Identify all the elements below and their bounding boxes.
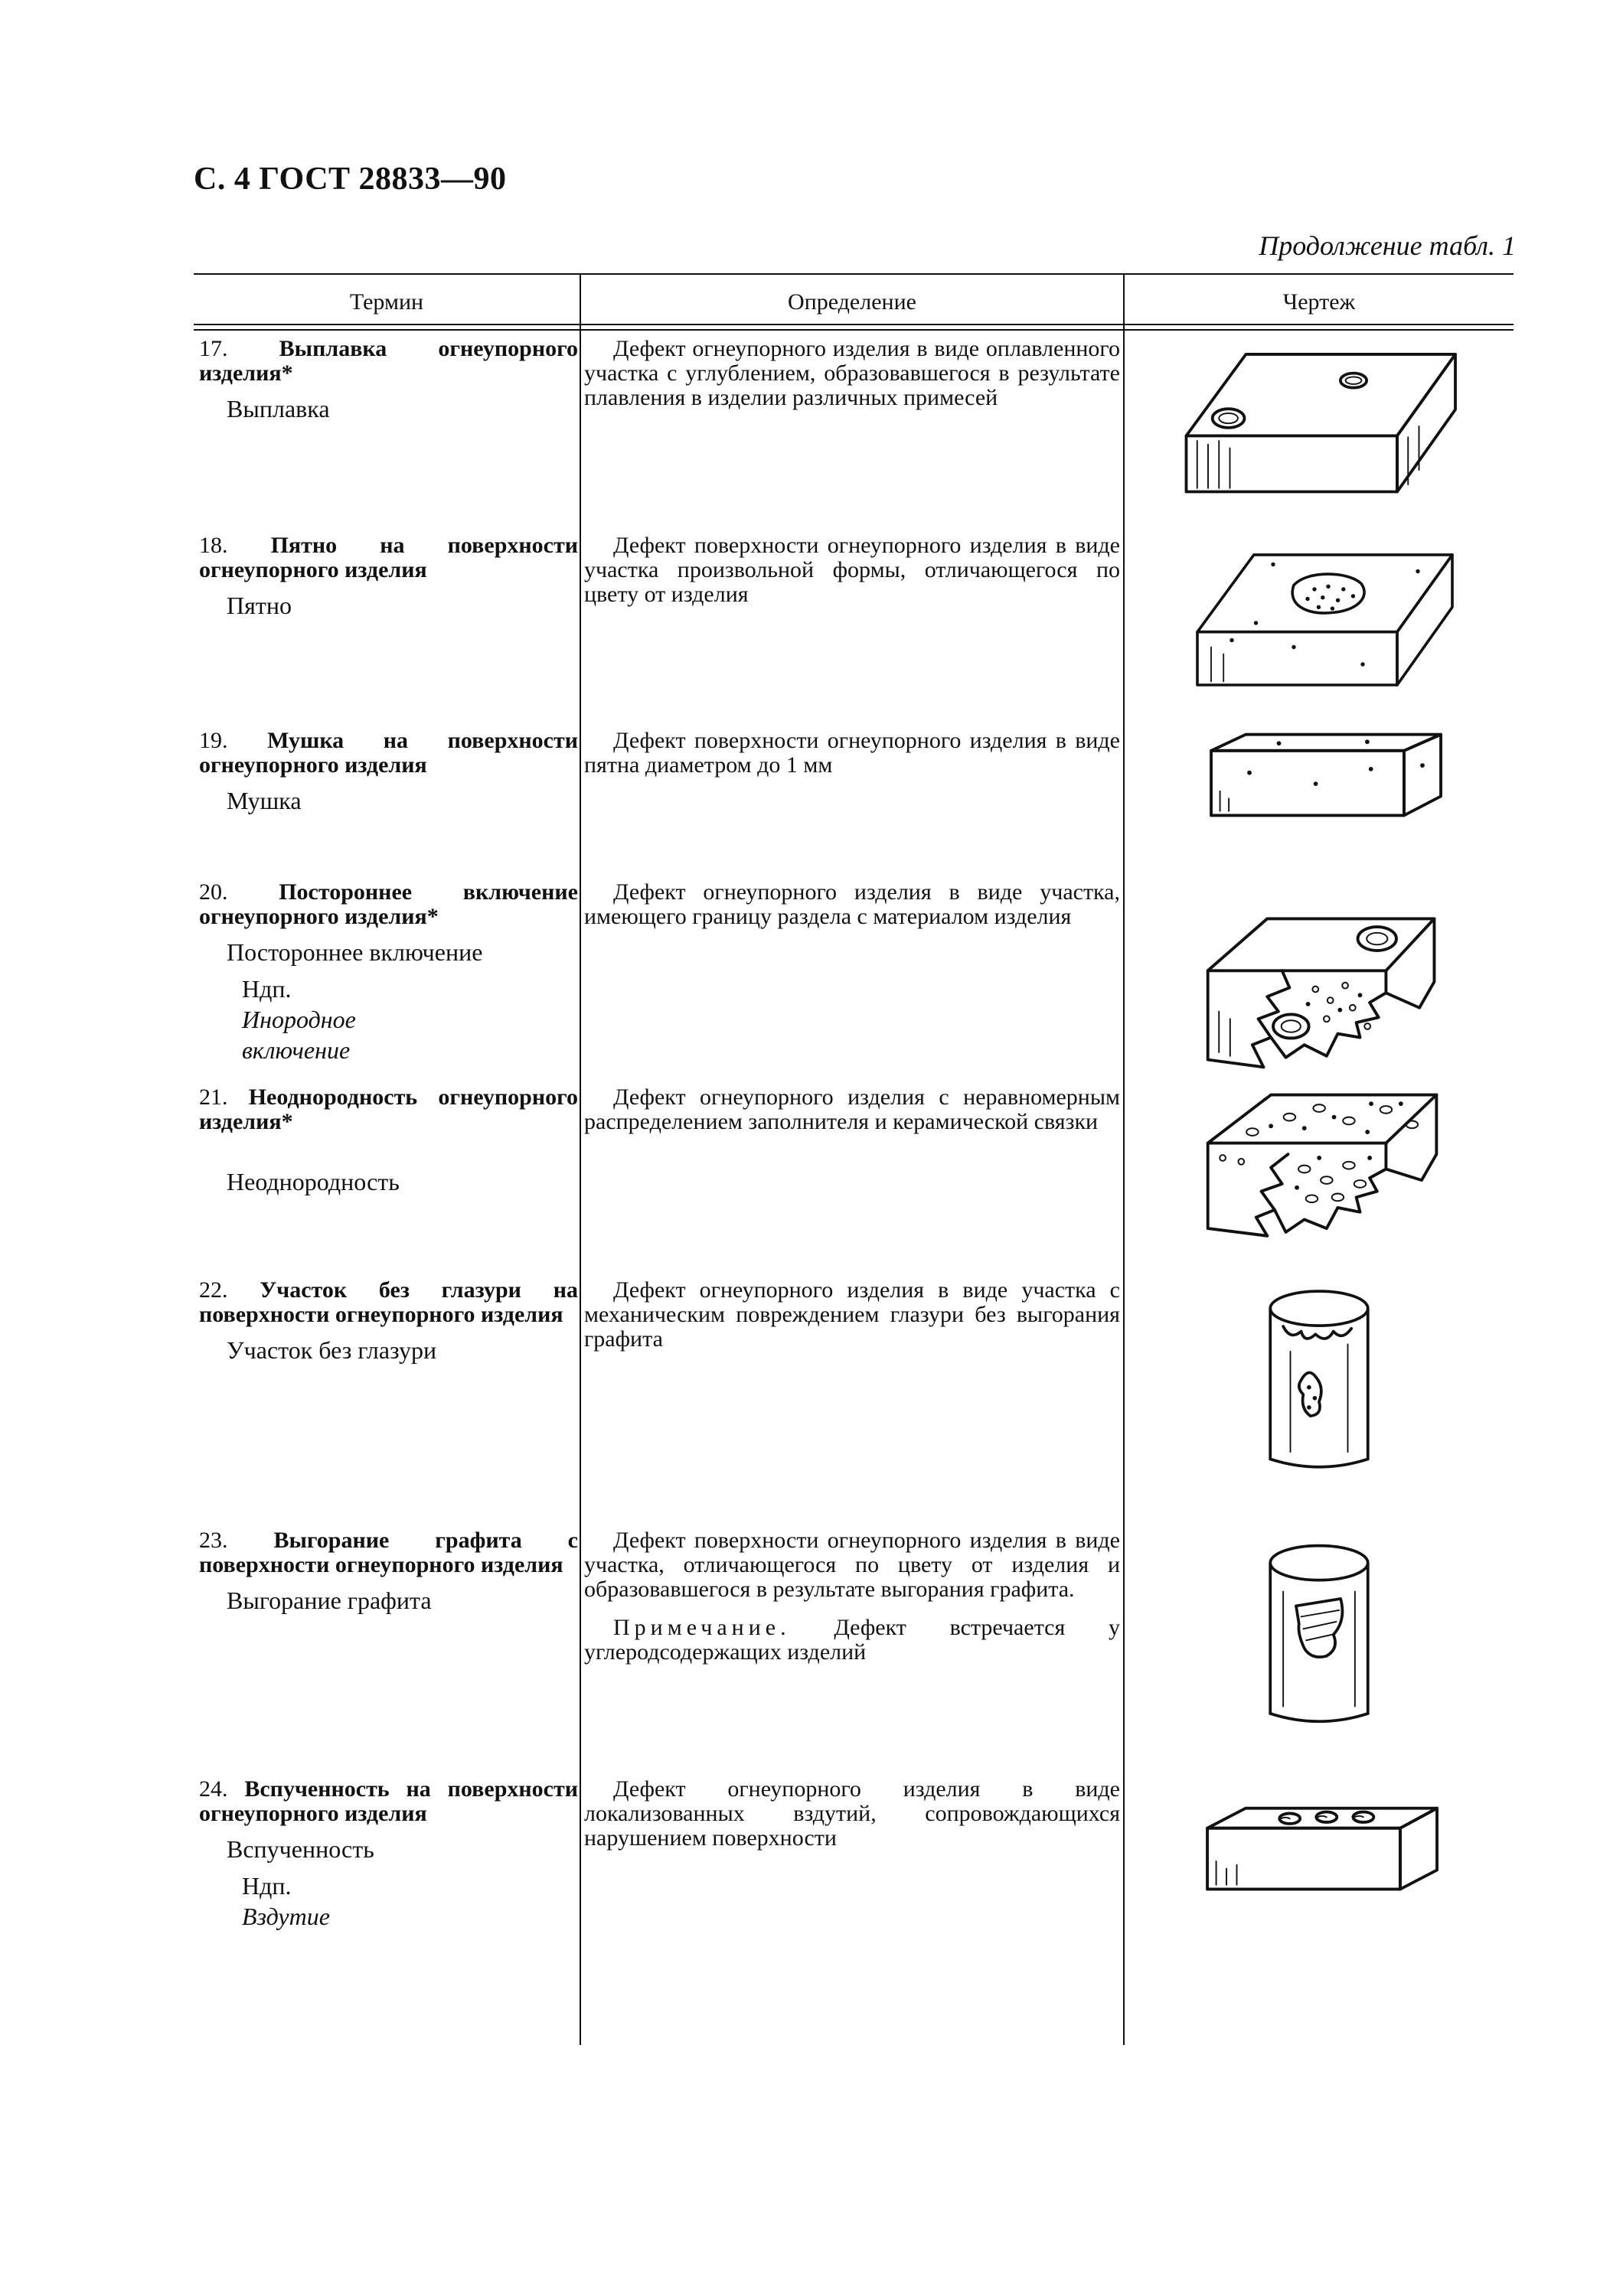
term-short-form: Выгорание графита <box>227 1587 432 1614</box>
deprecated-term-block <box>199 974 578 1065</box>
term-row-23 <box>199 1528 578 1613</box>
slab-with-stain-icon <box>1190 536 1466 696</box>
term-number: 21. <box>199 1084 228 1110</box>
header-double-rule-a <box>194 324 1514 325</box>
term-number: 24. <box>199 1776 228 1802</box>
term-title: Постороннее включение огнеупорного изделия* <box>199 879 578 929</box>
definition-row-18: Дефект поверхности огнеупорного изделия в виде участка произвольной формы, отличающегося по цвету от изделия <box>584 533 1120 607</box>
definition-text: Дефект поверхности огнеупорного изделия в виде участка, отличающегося по цвету от изделия и образовавшегося в результате выгорания графита. <box>584 1528 1120 1602</box>
definition-row-24: Дефект огнеупорного изделия в виде локализованных вздутий, сопровождающихся нарушением поверхности <box>584 1776 1120 1851</box>
definition-row-19: Дефект поверхности огнеупорного изделия в виде пятна диаметром до 1 мм <box>584 728 1120 778</box>
term-title: Мушка на поверхности огнеупорного изделия <box>199 728 578 778</box>
broken-brick-inclusion-icon <box>1200 899 1445 1079</box>
term-row-20 <box>199 880 578 1065</box>
term-title: Неоднородность огнеупорного изделия* <box>199 1084 578 1134</box>
term-title: Пятно на поверхности огнеупорного изделия <box>199 533 579 582</box>
term-title: Выплавка огнеупорного изделия* <box>199 336 578 386</box>
header-double-rule-b <box>194 329 1514 331</box>
term-row-19 <box>199 729 578 813</box>
term-short-form: Выплавка <box>227 395 330 422</box>
term-number: 18. <box>199 533 228 558</box>
slab-with-melt-spots-icon <box>1179 337 1470 501</box>
definition-row-17: Дефект огнеупорного изделия в виде оплавленного участка с углублением, образовавшегося в результате плавления в изделии различных примесей <box>584 336 1120 410</box>
column-header-term: Термин <box>349 289 424 315</box>
term-number: 22. <box>199 1277 228 1303</box>
term-row-17 <box>199 337 578 421</box>
term-short-form: Участок без глазури <box>227 1336 437 1364</box>
broken-brick-heterogeneous-icon <box>1200 1087 1445 1251</box>
term-row-22 <box>199 1278 578 1362</box>
deprecated-term: Вздутие <box>242 1903 330 1930</box>
term-number: 20. <box>199 879 228 905</box>
term-short-form: Постороннее включение <box>227 938 483 966</box>
brick-with-dots-icon <box>1200 729 1453 824</box>
term-short-form: Неоднородность <box>227 1168 400 1195</box>
brick-with-bulges-icon <box>1200 1802 1445 1898</box>
note-label: Примечание. <box>613 1615 791 1640</box>
term-row-21 <box>199 1085 578 1194</box>
term-row-18 <box>199 533 578 618</box>
table-top-rule <box>194 273 1514 275</box>
term-number: 17. <box>199 336 228 361</box>
column-header-drawing: Чертеж <box>1282 289 1356 315</box>
term-short-form: Мушка <box>227 787 302 814</box>
term-short-form: Вспученность <box>227 1835 374 1863</box>
definition-row-22: Дефект огнеупорного изделия в виде участка с механическим повреждением глазури без выгорания графита <box>584 1277 1120 1352</box>
term-title: Участок без глазури на поверхности огнеупорного изделия <box>199 1277 579 1327</box>
cylinder-unglazed-spot-icon <box>1262 1284 1376 1483</box>
cylinder-burnout-icon <box>1262 1537 1376 1740</box>
deprecated-label: Ндп. <box>242 1872 292 1900</box>
column-divider-1 <box>580 273 581 2045</box>
deprecated-term-block <box>199 1870 578 1932</box>
deprecated-term: Инородное включение <box>242 1006 356 1064</box>
term-row-24 <box>199 1777 578 1932</box>
definition-row-21: Дефект огнеупорного изделия с неравномерным распределением заполнителя и керамической связки <box>584 1084 1120 1134</box>
note-text: Дефект встречается у углеродсодержащих изделий <box>584 1615 1121 1665</box>
page-header: С. 4 ГОСТ 28833—90 <box>194 161 507 197</box>
deprecated-label: Ндп. <box>242 975 292 1003</box>
definition-row-20: Дефект огнеупорного изделия в виде участка, имеющего границу раздела с материалом изделия <box>584 879 1120 929</box>
table-continuation-label: Продолжение табл. 1 <box>1259 230 1516 261</box>
term-short-form: Пятно <box>227 592 292 619</box>
column-divider-2 <box>1123 273 1125 2045</box>
term-title: Выгорание графита с поверхности огнеупорного изделия <box>199 1528 578 1577</box>
definition-note <box>584 1616 1120 1665</box>
column-header-definition: Определение <box>788 289 916 315</box>
term-number: 23. <box>199 1528 228 1553</box>
definition-row-23 <box>584 1528 1120 1665</box>
term-number: 19. <box>199 728 228 753</box>
term-title: Вспученность на поверхности огнеупорного изделия <box>199 1776 578 1826</box>
